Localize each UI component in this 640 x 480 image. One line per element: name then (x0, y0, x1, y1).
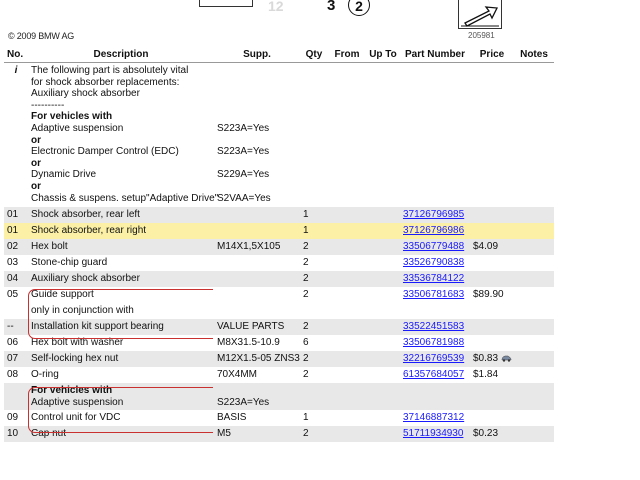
column-header-supp: Supp. (214, 46, 300, 63)
table-row[interactable] (4, 351, 554, 367)
cell-description-text: Hex bolt with washer (31, 337, 124, 349)
cell-upto (366, 319, 400, 335)
cell-upto (366, 239, 400, 255)
condition-separator: or (31, 157, 41, 169)
cell-supp (214, 351, 300, 367)
cell-qty-text: 1 (303, 209, 309, 221)
cell-description (28, 319, 214, 335)
cell-no-text: -- (7, 321, 14, 333)
part-number-link[interactable]: 33506781988 (403, 337, 465, 349)
cell-price (470, 319, 514, 335)
part-number-link[interactable]: 61357684057 (403, 369, 465, 381)
column-header-description: Description (28, 46, 214, 63)
cell-no (4, 271, 28, 287)
cell-price (470, 223, 514, 239)
cell-part-number (400, 367, 470, 383)
cell-qty (300, 319, 328, 335)
cell-qty-text: 1 (303, 412, 309, 424)
table-row[interactable] (4, 223, 554, 239)
cell-from (328, 367, 366, 383)
part-number-link[interactable]: 32216769539 (403, 353, 465, 365)
part-number-link[interactable]: 37146887312 (403, 412, 465, 424)
info-text-line: Auxiliary shock absorber (31, 88, 140, 100)
condition-separator: or (31, 180, 41, 192)
cell-part-number (400, 239, 470, 255)
cell-no (4, 410, 28, 426)
cell-from (328, 207, 366, 223)
info-text (28, 63, 219, 208)
cell-no-text: 04 (7, 273, 19, 285)
vehicles-heading: For vehicles with (31, 111, 113, 123)
cell-supp-text: 70X4MM (217, 369, 258, 381)
cell-price (470, 410, 514, 426)
part-number-link[interactable]: 33536784122 (403, 273, 465, 285)
info-row (4, 63, 554, 208)
cell-qty-text: 2 (303, 321, 309, 333)
column-header-no: No. (4, 46, 28, 63)
cell-price (470, 351, 514, 367)
column-header-from: From (328, 46, 366, 63)
part-number-link[interactable]: 33522451583 (403, 321, 465, 333)
condition-supp: S223A=Yes (217, 396, 270, 408)
cell-notes (514, 303, 554, 319)
table-row[interactable] (4, 367, 554, 383)
cell-qty-text: 2 (303, 353, 309, 365)
condition-label: Adaptive suspension (31, 122, 124, 134)
cell-upto (366, 223, 400, 239)
cell-part-number (400, 255, 470, 271)
cell-description-text: Hex bolt (31, 241, 68, 253)
column-header-notes: Notes (514, 46, 554, 63)
cell-notes (514, 239, 554, 255)
condition-label: Dynamic Drive (31, 169, 97, 181)
cell-qty (300, 255, 328, 271)
part-number-link[interactable]: 33506779488 (403, 241, 465, 253)
info-supp (214, 63, 300, 208)
cell-price (470, 303, 514, 319)
note-block-row (4, 383, 554, 410)
cell-description (28, 303, 214, 319)
cell-no (4, 351, 28, 367)
diagram-strip (0, 0, 640, 44)
condition-supp: S229A=Yes (217, 169, 270, 181)
cell-qty (300, 410, 328, 426)
cell-price-text: $89.90 (473, 289, 504, 301)
part-number-link[interactable]: 33526790838 (403, 257, 465, 269)
cell-from (328, 410, 366, 426)
cell-supp (214, 239, 300, 255)
info-text-line: ---------- (31, 99, 65, 111)
cell-supp-text: M14X1,5X105 (217, 241, 281, 253)
cell-part-number (400, 410, 470, 426)
diagram-part-box (199, 0, 253, 7)
cell-upto (366, 426, 400, 442)
cell-description (28, 410, 214, 426)
cell-no-text: 06 (7, 337, 19, 349)
cell-price-text: $1.84 (473, 369, 499, 381)
cell-price (470, 367, 514, 383)
cell-supp (214, 271, 300, 287)
cell-description-text: only in conjunction with (31, 305, 134, 317)
cell-no (4, 255, 28, 271)
cell-description (28, 255, 214, 271)
info-icon: i (14, 65, 18, 76)
cell-notes (514, 367, 554, 383)
cell-part-number (400, 223, 470, 239)
condition-supp: S223A=Yes (217, 146, 270, 158)
cell-notes (514, 410, 554, 426)
cell-qty (300, 223, 328, 239)
cell-no-text: 01 (7, 225, 19, 237)
condition-supp: S223A=Yes (217, 122, 270, 134)
cell-notes (514, 426, 554, 442)
table-header-row (4, 46, 554, 63)
cell-upto (366, 367, 400, 383)
cell-no-text: 03 (7, 257, 19, 269)
cell-upto (366, 207, 400, 223)
cell-no-text: 01 (7, 209, 19, 221)
cell-supp-text: M12X1.5-05 ZNS3 (217, 353, 300, 365)
table-row[interactable] (4, 271, 554, 287)
cell-no (4, 239, 28, 255)
cell-description-text: Shock absorber, rear left (31, 209, 140, 221)
cell-supp (214, 223, 300, 239)
cell-supp (214, 319, 300, 335)
cell-description (28, 367, 214, 383)
cell-part-number (400, 271, 470, 287)
cell-qty-text: 6 (303, 337, 309, 349)
cell-price (470, 426, 514, 442)
cell-description-text: Control unit for VDC (31, 412, 121, 424)
cell-from (328, 223, 366, 239)
cell-price (470, 207, 514, 223)
cell-qty-text: 2 (303, 257, 309, 269)
cell-supp (214, 367, 300, 383)
cell-from (328, 351, 366, 367)
cell-description (28, 335, 214, 351)
cell-part-number (400, 351, 470, 367)
cell-qty-text: 1 (303, 225, 309, 237)
cell-upto (366, 303, 400, 319)
condition-label: Chassis & suspens. setup"Adaptive Drive" (31, 192, 219, 204)
cell-description (28, 207, 214, 223)
table-row[interactable] (4, 239, 554, 255)
cell-price-text: $0.23 (473, 428, 499, 440)
cell-description-text: Shock absorber, rear right (31, 225, 147, 237)
cell-no (4, 287, 28, 303)
column-header-part-number: Part Number (400, 46, 470, 63)
table-row[interactable] (4, 207, 554, 223)
cell-qty (300, 367, 328, 383)
cell-from (328, 239, 366, 255)
cell-supp (214, 303, 300, 319)
diagram-thumbnail[interactable] (458, 0, 502, 29)
cell-supp-text: M5 (217, 428, 231, 440)
cell-from (328, 287, 366, 303)
cell-part-number (400, 335, 470, 351)
cell-price-text: $4.09 (473, 241, 499, 253)
cell-notes (514, 351, 554, 367)
cell-no-text: 09 (7, 412, 19, 424)
cell-upto (366, 335, 400, 351)
cell-notes (514, 319, 554, 335)
part-number-link[interactable]: 37126796986 (403, 225, 465, 237)
cell-description (28, 426, 214, 442)
cell-part-number (400, 319, 470, 335)
cell-supp-text: VALUE PARTS (217, 321, 285, 333)
cell-qty (300, 335, 328, 351)
cell-qty (300, 287, 328, 303)
cell-supp (214, 287, 300, 303)
cell-description-text: Cap nut (31, 428, 67, 440)
cell-qty-text: 2 (303, 369, 309, 381)
diagram-image-code: 205981 (468, 31, 495, 40)
cell-price (470, 239, 514, 255)
cell-qty (300, 271, 328, 287)
cell-no (4, 335, 28, 351)
table-row[interactable] (4, 319, 554, 335)
cell-description (28, 287, 214, 303)
cell-part-number (400, 207, 470, 223)
cell-no-text: 05 (7, 289, 19, 301)
cell-notes (514, 207, 554, 223)
cell-notes (514, 223, 554, 239)
part-number-link[interactable]: 37126796985 (403, 209, 465, 221)
cell-upto (366, 410, 400, 426)
cell-description-text: Guide support (31, 289, 94, 301)
column-header-qty: Qty (300, 46, 328, 63)
cell-supp (214, 255, 300, 271)
note-block-supp (214, 383, 300, 410)
cell-qty-text: 2 (303, 428, 309, 440)
cell-supp-text: BASIS (217, 412, 247, 424)
cell-notes (514, 335, 554, 351)
cell-supp (214, 207, 300, 223)
condition-label: Adaptive suspension (31, 396, 124, 408)
cell-notes (514, 271, 554, 287)
part-number-link[interactable]: 33506781683 (403, 289, 465, 301)
table-row[interactable] (4, 335, 554, 351)
cell-no (4, 303, 28, 319)
cell-part-number (400, 426, 470, 442)
cell-notes (514, 287, 554, 303)
cell-from (328, 255, 366, 271)
car-icon[interactable] (501, 354, 512, 362)
cell-no (4, 426, 28, 442)
cell-qty-text: 2 (303, 241, 309, 253)
cell-from (328, 303, 366, 319)
table-row[interactable] (4, 410, 554, 426)
cell-no (4, 367, 28, 383)
table-row[interactable] (4, 303, 554, 319)
cell-no (4, 207, 28, 223)
info-text-line: The following part is absolutely vital (31, 65, 189, 76)
cell-upto (366, 287, 400, 303)
diagram-number-faded: 12 (268, 0, 284, 14)
cell-price (470, 287, 514, 303)
cell-qty (300, 207, 328, 223)
cell-qty (300, 426, 328, 442)
condition-label: Electronic Damper Control (EDC) (31, 146, 179, 158)
diagram-number-circled[interactable]: 2 (348, 0, 370, 16)
cell-description-text: Installation kit support bearing (31, 321, 164, 333)
info-text-line: for shock absorber replacements: (31, 76, 180, 88)
cell-price (470, 271, 514, 287)
cell-from (328, 319, 366, 335)
table-row[interactable] (4, 287, 554, 303)
table-row[interactable] (4, 255, 554, 271)
cell-no-text: 07 (7, 353, 19, 365)
cell-no-text: 10 (7, 428, 19, 440)
cell-price (470, 255, 514, 271)
cell-part-number (400, 287, 470, 303)
cell-supp-text: M8X31.5-10.9 (217, 337, 280, 349)
cell-description-text: Stone-chip guard (31, 257, 108, 269)
cell-no-text: 08 (7, 369, 19, 381)
cell-no (4, 223, 28, 239)
cell-description (28, 223, 214, 239)
cell-no-text: 02 (7, 241, 19, 253)
note-block-text (28, 383, 214, 410)
column-header-upto: Up To (366, 46, 400, 63)
cell-supp (214, 410, 300, 426)
cell-no (4, 319, 28, 335)
cell-price (470, 335, 514, 351)
column-header-price: Price (470, 46, 514, 63)
diagram-thumbnail-icon (459, 0, 501, 28)
diagram-number-bold: 3 (327, 0, 336, 14)
cell-description-text: Self-locking hex nut (31, 353, 119, 365)
cell-qty-text: 2 (303, 273, 309, 285)
cell-description (28, 351, 214, 367)
condition-separator: or (31, 134, 41, 146)
cell-description (28, 271, 214, 287)
cell-qty (300, 303, 328, 319)
cell-description-text: Auxiliary shock absorber (31, 273, 140, 285)
cell-description (28, 239, 214, 255)
vehicles-heading: For vehicles with (31, 385, 113, 397)
cell-qty-text: 2 (303, 289, 309, 301)
copyright: © 2009 BMW AG (8, 31, 75, 41)
cell-notes (514, 255, 554, 271)
cell-from (328, 426, 366, 442)
cell-qty (300, 351, 328, 367)
table-row[interactable] (4, 426, 554, 442)
parts-table (4, 46, 554, 442)
part-number-link[interactable]: 51711934930 (403, 428, 464, 440)
cell-price-text: $0.83 (473, 353, 499, 365)
cell-upto (366, 271, 400, 287)
cell-part-number (400, 303, 470, 319)
cell-from (328, 271, 366, 287)
cell-supp (214, 426, 300, 442)
cell-supp (214, 335, 300, 351)
cell-description-text: O-ring (31, 369, 59, 381)
cell-upto (366, 351, 400, 367)
cell-upto (366, 255, 400, 271)
cell-qty (300, 239, 328, 255)
cell-from (328, 335, 366, 351)
condition-supp: S2VAA=Yes (217, 192, 271, 204)
